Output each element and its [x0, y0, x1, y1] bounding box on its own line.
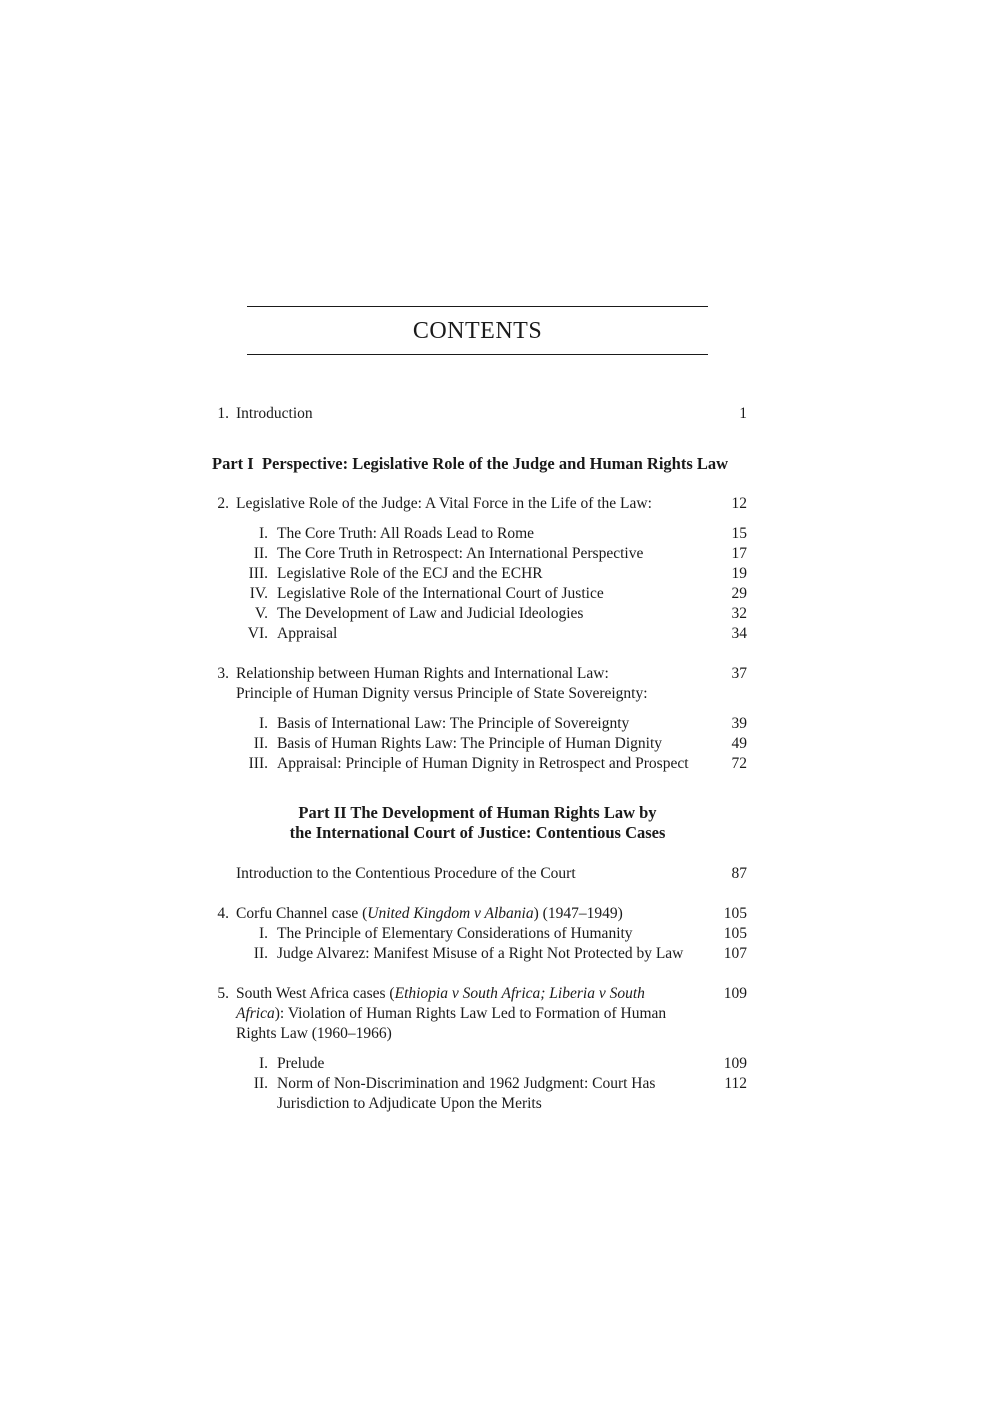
section-number: I.: [258, 1055, 268, 1072]
toc-section[interactable]: [0, 544, 992, 564]
toc-entry-chapter-2[interactable]: [0, 494, 992, 514]
toc-section[interactable]: [0, 604, 992, 624]
section-title: Prelude: [277, 1055, 325, 1072]
case-name: Ethiopia v South Africa; Liberia v South: [394, 985, 645, 1002]
section-title: Basis of International Law: The Principle of Sovereignty: [277, 715, 630, 732]
entry-title: Legislative Role of the Judge: A Vital Force in the Life of the Law:: [236, 495, 652, 512]
section-page: 49: [731, 735, 747, 752]
entry-number: 2.: [217, 495, 229, 512]
case-name: Africa: [236, 1005, 275, 1022]
section-title: Legislative Role of the ECJ and the ECHR: [277, 565, 543, 582]
toc-entry-chapter-4[interactable]: [0, 904, 992, 924]
entry-number: 1.: [217, 405, 229, 422]
title-part: South West Africa cases (: [236, 985, 395, 1002]
toc-section[interactable]: [0, 734, 992, 754]
section-page: 17: [731, 545, 747, 562]
toc-entry-chapter-5[interactable]: [0, 984, 992, 1004]
section-number: III.: [248, 755, 268, 772]
part-title: Perspective: Legislative Role of the Judge and Human Rights Law: [261, 454, 729, 473]
entry-title-line-1: Relationship between Human Rights and International Law:: [236, 665, 609, 682]
section-title: The Core Truth in Retrospect: An International Perspective: [277, 545, 644, 562]
toc-entry-chapter-5-continued: [0, 1024, 992, 1044]
section-page: 39: [731, 715, 747, 732]
entry-page: 1: [739, 405, 747, 422]
entry-page: 87: [731, 865, 747, 882]
entry-page: 12: [731, 495, 747, 512]
section-page: 15: [731, 525, 747, 542]
section-title: Appraisal: Principle of Human Dignity in Retrospect and Prospect: [277, 755, 689, 772]
toc-section[interactable]: [0, 524, 992, 544]
toc-section[interactable]: [0, 754, 992, 774]
toc-section[interactable]: [0, 1074, 992, 1094]
entry-title-line-3: Rights Law (1960–1966): [236, 1025, 392, 1042]
entry-page: 37: [731, 665, 747, 682]
toc-entry-chapter-5-continued: [0, 1004, 992, 1024]
toc-entry-introduction[interactable]: [0, 404, 992, 424]
entry-page: 105: [723, 905, 747, 922]
section-number: II.: [253, 945, 268, 962]
section-title: The Core Truth: All Roads Lead to Rome: [277, 525, 535, 542]
section-page: 109: [723, 1055, 747, 1072]
toc-section-continued: [0, 1094, 992, 1114]
toc-section[interactable]: [0, 584, 992, 604]
section-title-line-2: Jurisdiction to Adjudicate Upon the Merits: [277, 1095, 542, 1112]
section-page: 32: [731, 605, 747, 622]
entry-number: 4.: [217, 905, 229, 922]
entry-title-line-2: [236, 1004, 666, 1024]
section-title: The Principle of Elementary Considerations of Humanity: [277, 925, 633, 942]
toc-section[interactable]: [0, 924, 992, 944]
title-part: ): Violation of Human Rights Law Led to Formation of Human: [274, 1005, 667, 1022]
title-part: ) (1947–1949): [533, 905, 623, 922]
toc-entry-chapter-3[interactable]: [0, 664, 992, 684]
top-rule: [247, 306, 708, 307]
section-title: Appraisal: [277, 625, 338, 642]
section-title-line-1: Norm of Non-Discrimination and 1962 Judgment: Court Has: [277, 1075, 656, 1092]
toc-entry-chapter-3-continued: [0, 684, 992, 704]
part-2-heading-line-2: the International Court of Justice: Contentious Cases: [289, 823, 666, 842]
part-2-heading-line-1: Part II The Development of Human Rights Law by: [298, 803, 657, 822]
toc-section[interactable]: [0, 944, 992, 964]
case-name: United Kingdom v Albania: [367, 905, 534, 922]
title-part: Corfu Channel case (: [236, 905, 368, 922]
section-number: I.: [258, 925, 268, 942]
part-1-heading: [212, 453, 728, 475]
section-page: 29: [731, 585, 747, 602]
part-label: Part I: [212, 454, 254, 473]
entry-title: Introduction: [236, 405, 313, 422]
toc-section[interactable]: [0, 714, 992, 734]
part-2-heading: [200, 803, 755, 843]
section-page: 19: [731, 565, 747, 582]
section-page: 72: [731, 755, 747, 772]
section-number: II.: [253, 735, 268, 752]
bottom-rule: [247, 354, 708, 355]
toc-section[interactable]: [0, 624, 992, 644]
page-title: CONTENTS: [412, 318, 543, 344]
entry-title-line-1: [236, 984, 645, 1004]
entry-title-line-2: Principle of Human Dignity versus Principle of State Sovereignty:: [236, 685, 648, 702]
toc-entry-contentious-introduction[interactable]: [0, 864, 992, 884]
entry-number: 5.: [217, 985, 229, 1002]
entry-page: 109: [723, 985, 747, 1002]
section-number: II.: [253, 1075, 268, 1092]
section-title: Basis of Human Rights Law: The Principle of Human Dignity: [277, 735, 663, 752]
section-title: Legislative Role of the International Court of Justice: [277, 585, 604, 602]
section-number: V.: [254, 605, 268, 622]
section-number: I.: [258, 525, 268, 542]
section-number: I.: [258, 715, 268, 732]
entry-number: 3.: [217, 665, 229, 682]
section-title: The Development of Law and Judicial Ideologies: [277, 605, 584, 622]
section-page: 34: [731, 625, 747, 642]
section-number: II.: [253, 545, 268, 562]
section-page: 105: [723, 925, 747, 942]
section-title: Judge Alvarez: Manifest Misuse of a Right Not Protected by Law: [277, 945, 684, 962]
section-page: 112: [724, 1075, 747, 1092]
section-number: IV.: [249, 585, 268, 602]
entry-title: Introduction to the Contentious Procedure of the Court: [236, 865, 576, 882]
section-number: VI.: [247, 625, 268, 642]
section-page: 107: [723, 945, 747, 962]
toc-section[interactable]: [0, 564, 992, 584]
section-number: III.: [248, 565, 268, 582]
toc-section[interactable]: [0, 1054, 992, 1074]
entry-title: [236, 904, 623, 924]
